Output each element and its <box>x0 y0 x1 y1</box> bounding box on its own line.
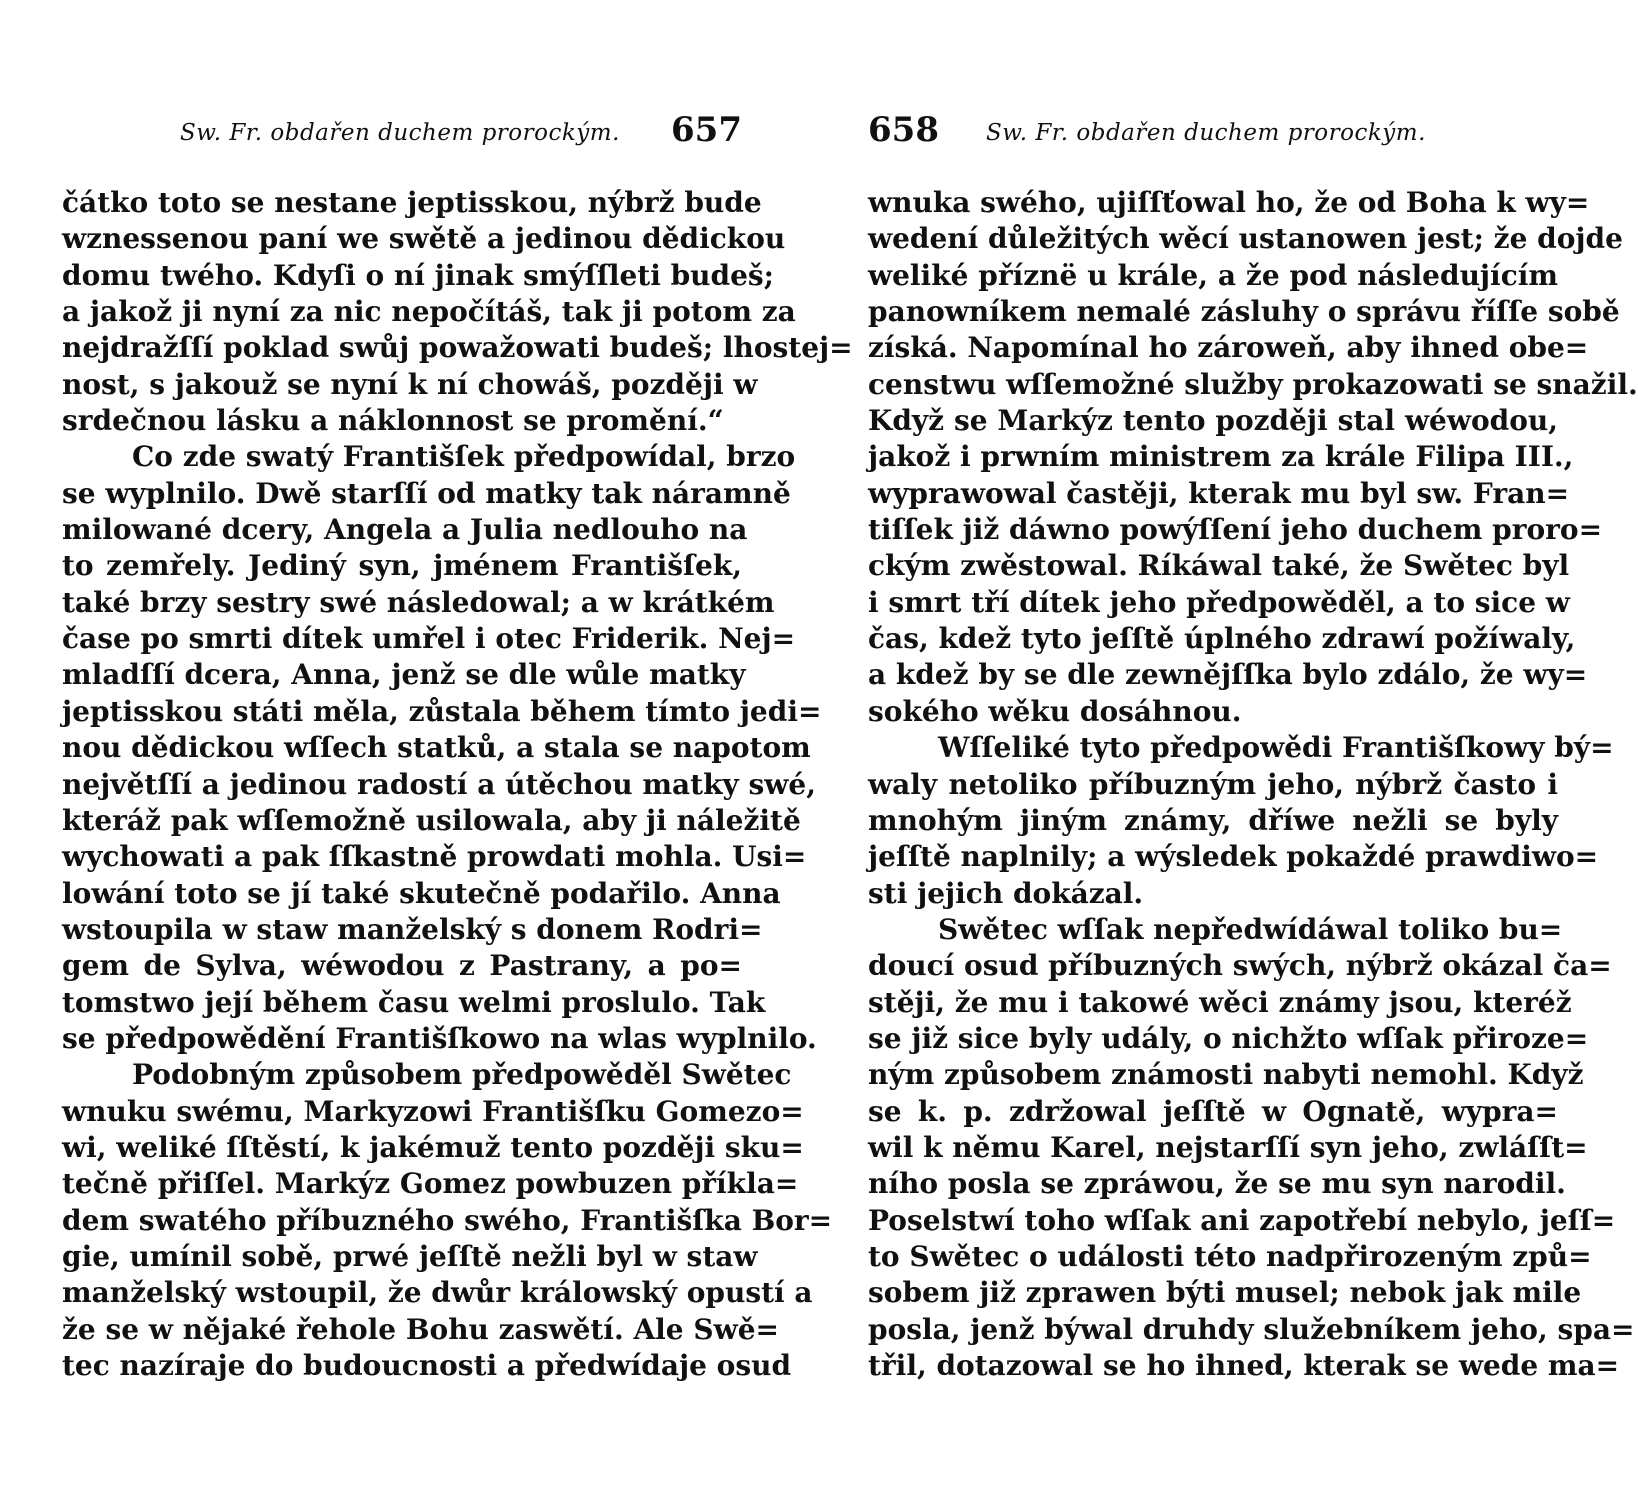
text-line: lowání toto se jí také skutečně podařilo. Anna <box>62 876 781 910</box>
text-line: a kdež by se dle zewnějſſka bylo zdálo, že wy= <box>868 658 1588 692</box>
text-line: čase po smrti dítek umřel i otec Friderik. Nej= <box>62 622 796 656</box>
text-line: wstoupila w staw manželský s donem Rodri= <box>62 912 763 946</box>
text-line: to Swětec o události této nadpřirozeným způ= <box>868 1239 1592 1273</box>
text-line: to zemřely. Jediný syn, jménem Františſek, <box>62 549 742 583</box>
text-line: tec nazíraje do budoucnosti a předwídaje osud <box>62 1349 792 1382</box>
text-line: také brzy sestry swé následowal; a w krátkém <box>62 585 775 619</box>
left-page-number: 657 <box>671 110 742 150</box>
text-line: censtwu wſſemožné služby prokazowati se snažil. <box>868 367 1638 401</box>
text-line: se již sice byly udály, o nichžto wſſak přiroze= <box>868 1021 1589 1055</box>
text-line: se k. p. zdržowal jeſſtě w Ognatě, wypra= <box>868 1094 1558 1128</box>
text-line: jeſſtě naplnily; a wýsledek pokaždé prawdiwo= <box>868 840 1599 874</box>
text-line: tomstwo její během času welmi proslulo. Tak <box>62 985 766 1019</box>
right-body-text <box>868 185 1638 1384</box>
text-line: Když se Markýz tento později stal wéwodou, <box>868 404 1558 438</box>
text-line: mnohým jiným známy, dříwe nežli se byly <box>868 803 1558 837</box>
text-line: jeptisskou státi měla, zůstala během tímto jedi= <box>62 694 822 728</box>
text-line: wil k němu Karel, nejstarſſí syn jeho, zwláſſt= <box>868 1130 1588 1164</box>
text-line: dem swatého příbuzného swého, Františſka Bor= <box>62 1203 833 1237</box>
text-line: nou dědickou wſſech statků, a stala se napotom <box>62 731 811 765</box>
left-body-text <box>62 185 853 1384</box>
text-line: se předpowědění Františſkowo na wlas wyplnilo. <box>62 1021 817 1055</box>
text-line: panowníkem nemalé zásluhy o správu říſſe sobě <box>868 295 1620 329</box>
text-line: gem de Sylva, wéwodou z Pastrany, a po= <box>62 949 742 983</box>
left-running-head <box>62 108 742 156</box>
text-line: stěji, že mu i takowé wěci známy jsou, kteréž <box>868 985 1572 1019</box>
text-line: waly netoliko příbuzným jeho, nýbrž často i <box>868 767 1558 801</box>
text-line: i smrt tří dítek jeho předpowěděl, a to sice w <box>868 585 1570 619</box>
right-running-head <box>868 108 1558 156</box>
text-line: Poselstwí toho wſſak ani zapotřebí nebylo, jeſſ= <box>868 1203 1616 1237</box>
text-line: sobem již zprawen býti musel; nebok jak mile <box>868 1276 1582 1310</box>
text-line: wnuka swého, ujiſſťowal ho, že od Boha k wy= <box>868 186 1590 219</box>
text-line: wi, weliké ſſtěstí, k jakémuž tento později sku= <box>62 1130 804 1164</box>
text-line: domu twého. Kdyſi o ní jinak smýſſleti budeš; <box>62 258 775 292</box>
right-running-title: Sw. Fr. obdařen duchem prorockým. <box>986 120 1426 146</box>
text-line: weliké příznë u krále, a že pod následujícím <box>868 258 1558 292</box>
text-line: ným způsobem známosti nabyti nemohl. Když <box>868 1058 1584 1092</box>
text-line: wyprawowal častěji, kterak mu byl sw. Fran= <box>868 476 1570 510</box>
text-line: získá. Napomínal ho zároweň, aby ihned obe= <box>868 331 1589 365</box>
text-line: ckým zwěstowal. Ríkáwal také, že Swětec byl <box>868 549 1570 583</box>
text-line: sti jejich dokázal. <box>868 876 1144 910</box>
text-line: čátko toto se nestane jeptisskou, nýbrž bude <box>62 186 762 219</box>
text-line: wznessenou paní we swětě a jedinou dědickou <box>62 222 786 256</box>
text-line: manželský wstoupil, že dwůr králowský opustí a <box>62 1276 813 1310</box>
text-line: kteráž pak wſſemožně usilowala, aby ji náležitě <box>62 803 801 837</box>
text-line: a jakož ji nyní za nic nepočítáš, tak ji potom za <box>62 295 796 329</box>
text-line: wnuku swému, Markyzowi Františſku Gomezo= <box>62 1094 804 1128</box>
text-line: největſſí a jedinou radostí a útěchou matky swé, <box>62 767 816 801</box>
text-line: čas, kdež tyto jeſſtě úplného zdrawí požíwaly, <box>868 622 1576 656</box>
text-line: wychowati a pak ſſkastně prowdati mohla. Usi= <box>62 840 807 874</box>
text-line: tečně přiſſel. Markýz Gomez powbuzen příkla= <box>62 1167 799 1201</box>
text-line: srdečnou lásku a náklonnost se promění.“ <box>62 404 724 438</box>
right-page-number: 658 <box>868 110 939 150</box>
text-line: Co zde swatý Františſek předpowídal, brzo <box>132 440 796 474</box>
text-line: nejdražſſí poklad swůj powažowati budeš; lhostej= <box>62 331 853 365</box>
text-line: třil, dotazowal se ho ihned, kterak se wede ma= <box>868 1349 1620 1382</box>
text-line: doucí osud příbuzných swých, nýbrž okázal ča= <box>868 949 1612 983</box>
text-line: wedení důležitých wěcí ustanowen jest; že dojde <box>868 222 1623 256</box>
text-line: milowané dcery, Angela a Julia nedlouho na <box>62 513 748 547</box>
left-running-title: Sw. Fr. obdařen duchem prorockým. <box>180 120 620 146</box>
text-line: gie, umínil sobě, prwé jeſſtě nežli byl w staw <box>62 1239 758 1273</box>
text-line: mladſſí dcera, Anna, jenž se dle wůle matky <box>62 658 746 692</box>
text-line: Wſſeliké tyto předpowědi Františſkowy bý= <box>938 731 1614 765</box>
text-line: se wyplnilo. Dwě starſſí od matky tak náramně <box>62 476 791 510</box>
text-line: sokého wěku dosáhnou. <box>868 694 1242 728</box>
text-line: Podobným způsobem předpowěděl Swětec <box>132 1058 792 1092</box>
text-line: nost, s jakouž se nyní k ní chowáš, později w <box>62 367 758 401</box>
text-line: posla, jenž býwal druhdy služebníkem jeho, spa= <box>868 1312 1635 1346</box>
text-line: Swětec wſſak nepředwídáwal toliko bu= <box>938 912 1563 946</box>
text-line: že se w nějaké řehole Bohu zaswětí. Ale Swě= <box>62 1312 779 1346</box>
text-line: tiſſek již dáwno powýſſení jeho duchem proro= <box>868 513 1603 547</box>
text-line: jakož i prwním ministrem za krále Filipa III., <box>868 440 1574 474</box>
text-line: ního posla se zpráwou, že se mu syn narodil. <box>868 1167 1566 1201</box>
